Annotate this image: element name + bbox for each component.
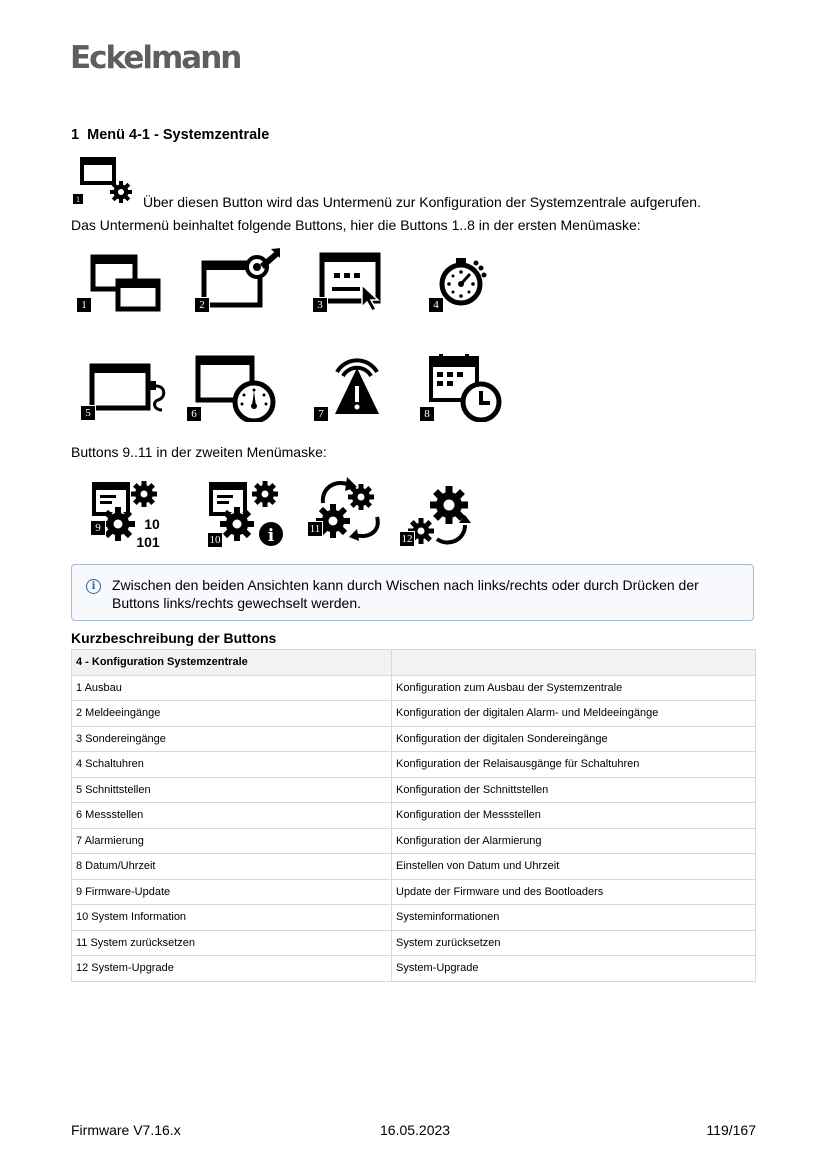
button-12-system-upgrade <box>399 483 479 551</box>
table-header-cell <box>392 650 756 676</box>
button-11-system-zuruecksetzen <box>307 475 387 545</box>
table-row <box>72 905 756 931</box>
section-heading <box>71 127 269 143</box>
section-number: 1 <box>71 127 80 143</box>
second-mask-label: Buttons 9..11 in der zweiten Menümaske: <box>71 444 327 460</box>
table-cell: Konfiguration der Messstellen <box>392 803 756 829</box>
table-row <box>72 701 756 727</box>
button-2-meldeeingaenge <box>194 247 280 313</box>
button-badge: 3 <box>312 297 328 313</box>
section-title: Menü 4-1 - Systemzentrale <box>87 127 270 143</box>
table-row <box>72 930 756 956</box>
gears-binary-icon <box>90 478 170 550</box>
table-cell: 10 System Information <box>72 905 392 931</box>
footer-firmware-version: Firmware V7.16.x <box>71 1122 181 1138</box>
table-cell: 2 Meldeeingänge <box>72 701 392 727</box>
button-badge: 6 <box>186 406 202 422</box>
eckelmann-logo: Eckelmann <box>70 40 241 76</box>
table-row <box>72 828 756 854</box>
table-cell: 12 System-Upgrade <box>72 956 392 982</box>
button-4-schaltuhren <box>428 248 514 313</box>
table-cell: Einstellen von Datum und Uhrzeit <box>392 854 756 880</box>
intro-badge: 1 <box>76 195 80 204</box>
button-1-ausbau <box>76 251 162 313</box>
table-row <box>72 777 756 803</box>
table-cell: Konfiguration der Relaisausgänge für Schaltuhren <box>392 752 756 778</box>
binary-line-1: 10 <box>144 516 160 532</box>
table-cell: Konfiguration zum Ausbau der Systemzentrale <box>392 675 756 701</box>
table-cell: 1 Ausbau <box>72 675 392 701</box>
info-glyph: i <box>267 526 275 546</box>
info-icon: i <box>86 579 101 594</box>
table-header-cell: 4 - Konfiguration Systemzentrale <box>72 650 392 676</box>
button-7-alarmierung <box>313 348 399 422</box>
button-badge: 9 <box>90 520 106 536</box>
binary-line-2: 101 <box>136 534 160 550</box>
button-8-datum-uhrzeit <box>419 352 505 422</box>
footer-date: 16.05.2023 <box>380 1122 451 1138</box>
table-cell: Systeminformationen <box>392 905 756 931</box>
table-row <box>72 803 756 829</box>
button-6-messstellen <box>186 354 280 422</box>
intro-text-2: Das Untermenü beinhaltet folgende Buttons, hier die Buttons 1..8 in der ersten Menümaske: <box>71 217 641 233</box>
table-cell: Konfiguration der Schnittstellen <box>392 777 756 803</box>
table-cell: 6 Messstellen <box>72 803 392 829</box>
info-note <box>71 564 754 621</box>
table-row <box>72 854 756 880</box>
button-badge: 7 <box>313 406 329 422</box>
button-badge: 10 <box>207 532 223 548</box>
intro-text: Über diesen Button wird das Untermenü zur Konfiguration der Systemzentrale aufgerufen. <box>143 194 701 210</box>
table-row <box>72 675 756 701</box>
button-badge: 1 <box>76 297 92 313</box>
button-10-system-information <box>207 478 287 548</box>
table-cell: 7 Alarmierung <box>72 828 392 854</box>
table-row <box>72 879 756 905</box>
table-cell: 4 Schaltuhren <box>72 752 392 778</box>
button-badge: 8 <box>419 406 435 422</box>
table-title: Kurzbeschreibung der Buttons <box>71 630 277 646</box>
table-cell: Konfiguration der digitalen Sondereingänge <box>392 726 756 752</box>
button-badge: 4 <box>428 297 444 313</box>
table-cell: 11 System zurücksetzen <box>72 930 392 956</box>
table-cell: System-Upgrade <box>392 956 756 982</box>
table-cell: 3 Sondereingänge <box>72 726 392 752</box>
button-badge: 2 <box>194 297 210 313</box>
button-badge: 11 <box>307 521 323 537</box>
table-row <box>72 752 756 778</box>
table-cell: Konfiguration der digitalen Alarm- und Meldeeingänge <box>392 701 756 727</box>
table-header-row <box>72 650 756 676</box>
button-badge: 12 <box>399 531 415 547</box>
table-cell: 5 Schnittstellen <box>72 777 392 803</box>
info-note-text: Zwischen den beiden Ansichten kann durch Wischen nach links/rechts oder durch Drücken der Buttons links/rechts gewechselt werden. <box>112 577 699 611</box>
footer-page-number: 119/167 <box>706 1122 756 1138</box>
table-row <box>72 956 756 982</box>
button-badge: 5 <box>80 405 96 421</box>
table-cell: System zurücksetzen <box>392 930 756 956</box>
button-9-firmware-update <box>90 478 170 550</box>
table-row <box>72 726 756 752</box>
table-cell: Update der Firmware und des Bootloaders <box>392 879 756 905</box>
table-cell: Konfiguration der Alarmierung <box>392 828 756 854</box>
gear-icon <box>110 181 132 203</box>
button-3-sondereingaenge <box>312 249 398 313</box>
table-cell: 8 Datum/Uhrzeit <box>72 854 392 880</box>
button-5-schnittstellen <box>80 362 166 421</box>
button-description-table <box>71 649 756 982</box>
table-cell: 9 Firmware-Update <box>72 879 392 905</box>
system-config-button-icon <box>72 156 134 209</box>
